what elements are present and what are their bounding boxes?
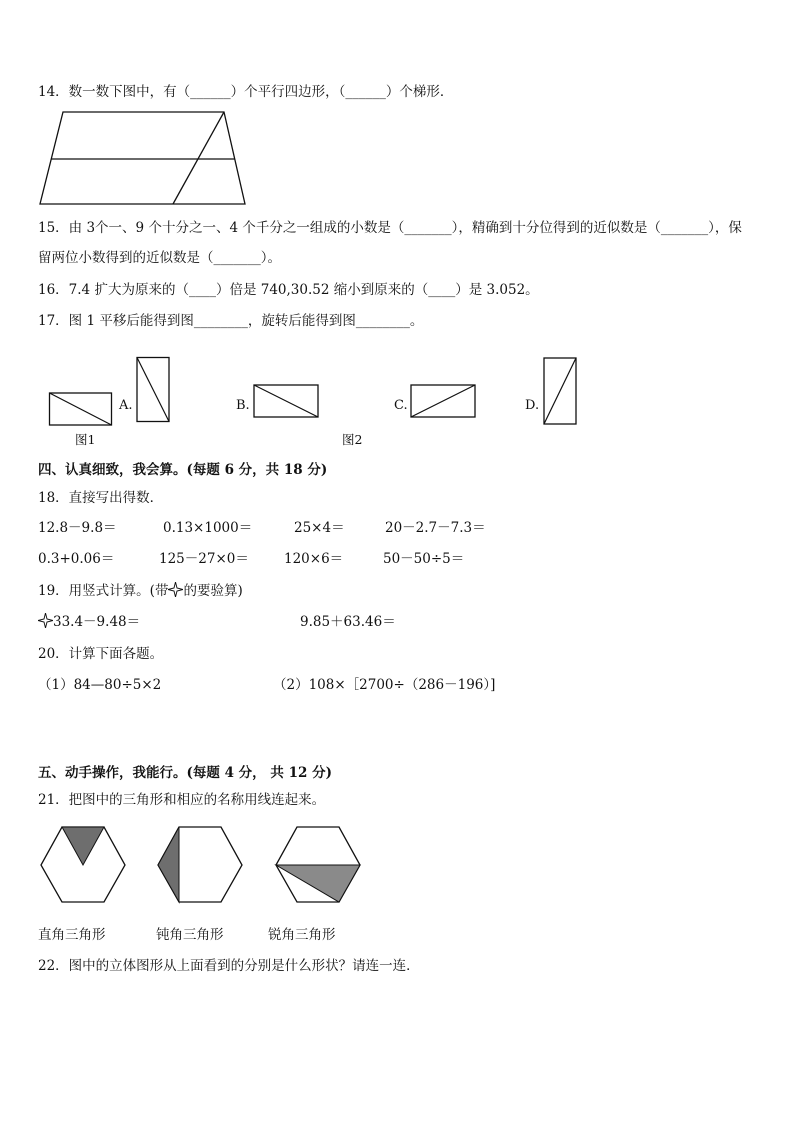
label-right-triangle: 直角三角形 <box>38 927 106 943</box>
option-d-figure <box>542 356 578 426</box>
option-b-figure <box>252 383 320 419</box>
figure-1-caption: 图1 <box>75 432 96 447</box>
hexagon-acute-triangle-figure <box>273 825 363 905</box>
option-a-label: A. <box>119 398 133 413</box>
calc-18-4: 20－2.7－7.3＝ <box>385 520 486 536</box>
star-marker-icon <box>168 582 183 597</box>
question-19-text-after: 的要验算) <box>183 583 243 599</box>
calc-19-1 <box>38 613 140 631</box>
question-14: 14．数一数下图中，有（______）个平行四边形，（______）个梯形． <box>38 84 454 100</box>
calc-18-7: 120×6＝ <box>284 551 344 567</box>
question-17: 17．图 1 平移后能得到图________，旋转后能得到图________。 <box>38 313 424 329</box>
option-c-figure <box>409 383 477 419</box>
calc-20-2: （2）108×［2700÷（286－196）] <box>273 677 496 693</box>
parallelogram-trapezoid-figure <box>36 108 248 208</box>
question-20: 20．计算下面各题。 <box>38 646 164 662</box>
question-21: 21．把图中的三角形和相应的名称用线连起来。 <box>38 792 326 808</box>
label-obtuse-triangle: 钝角三角形 <box>156 927 224 943</box>
question-18: 18．直接写出得数． <box>38 490 164 506</box>
calc-18-6: 125－27×0＝ <box>159 551 249 567</box>
option-d-label: D. <box>525 398 540 413</box>
calc-18-8: 50－50÷5＝ <box>383 551 465 567</box>
option-c-label: C. <box>394 398 408 413</box>
question-19-text: 19．用竖式计算。(带 <box>38 583 169 599</box>
question-15-line1: 15．由 3个一、9 个十分之一、4 个千分之一组成的小数是（_______），精确到十分位得到的近似数是（_______），保 <box>38 220 742 236</box>
section-4-title: 四、认真细致，我会算。(每题 6 分，共 18 分) <box>38 462 328 478</box>
section-5-title: 五、动手操作，我能行。(每题 4 分， 共 12 分) <box>38 765 332 781</box>
question-19 <box>38 582 243 600</box>
label-acute-triangle: 锐角三角形 <box>268 927 336 943</box>
option-a-figure <box>135 356 171 424</box>
star-marker-icon <box>38 613 53 628</box>
hexagon-obtuse-triangle-figure <box>155 825 245 905</box>
hexagon-right-triangle-figure <box>38 825 128 905</box>
calc-18-3: 25×4＝ <box>294 520 345 536</box>
calc-18-2: 0.13×1000＝ <box>163 520 253 536</box>
figure-2-caption: 图2 <box>342 432 363 447</box>
question-15-line2: 留两位小数得到的近似数是（_______）。 <box>38 250 281 266</box>
figure-1-rectangle <box>48 391 114 427</box>
option-b-label: B. <box>236 398 250 413</box>
calc-20-1: （1）84—80÷5×2 <box>38 677 162 693</box>
calc-19-2: 9.85＋63.46＝ <box>300 614 396 630</box>
question-16: 16．7.4 扩大为原来的（____）倍是 740,30.52 缩小到原来的（____）是 3.052。 <box>38 282 539 298</box>
calc-19-1-text: 33.4－9.48＝ <box>53 614 141 630</box>
calc-18-5: 0.3+0.06＝ <box>38 551 115 567</box>
question-22: 22．图中的立体图形从上面看到的分别是什么形状？请连一连． <box>38 958 420 974</box>
calc-18-1: 12.8－9.8＝ <box>38 520 117 536</box>
